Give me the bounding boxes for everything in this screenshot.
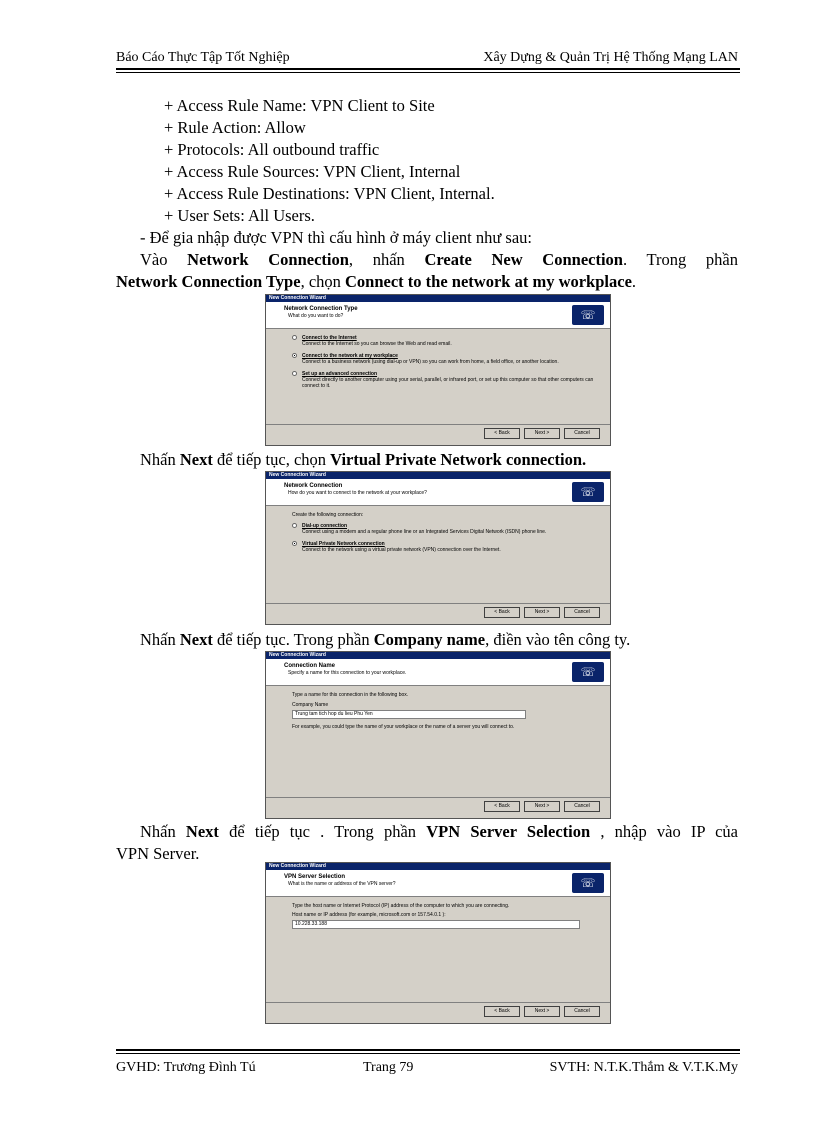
network-wizard-icon: ☏ bbox=[572, 873, 604, 893]
rule-item: + User Sets: All Users. bbox=[164, 206, 315, 225]
paragraph-step2: Nhấn Next để tiếp tục, chọn Virtual Private Network connection. bbox=[140, 450, 587, 469]
paragraph-intro: - Để gia nhập được VPN thì cấu hình ở máy client như sau: bbox=[140, 228, 532, 247]
cancel-button[interactable]: Cancel bbox=[564, 607, 600, 618]
wizard-titlebar: New Connection Wizard bbox=[266, 652, 610, 659]
network-wizard-icon: ☏ bbox=[572, 482, 604, 502]
header-right: Xây Dựng & Quản Trị Hệ Thống Mạng LAN bbox=[483, 50, 738, 65]
wizard-header bbox=[266, 870, 610, 897]
rule-item: + Access Rule Sources: VPN Client, Internal bbox=[164, 162, 461, 181]
radio-option[interactable]: Dial-up connection Connect using a modem and a regular phone line or an Integrated Services Digital Network (ISDN) phone line. bbox=[292, 523, 600, 535]
wizard-note: For example, you could type the name of your workplace or the name of a server you will connect to. bbox=[292, 724, 515, 730]
next-button[interactable]: Next > bbox=[524, 1006, 560, 1017]
header-rule-thin bbox=[116, 72, 740, 73]
rule-item: + Access Rule Name: VPN Client to Site bbox=[164, 96, 435, 115]
paragraph-step1-line2: Network Connection Type, chọn Connect to the network at my workplace. bbox=[116, 272, 637, 291]
company-name-label: Company Name bbox=[292, 702, 329, 708]
paragraph-step3: Nhấn Next để tiếp tục. Trong phần Company name, điền vào tên công ty. bbox=[140, 630, 631, 649]
footer-left: GVHD: Trương Đình Tú bbox=[116, 1060, 256, 1075]
back-button[interactable]: < Back bbox=[484, 1006, 520, 1017]
rule-item: + Access Rule Destinations: VPN Client, Internal. bbox=[164, 184, 495, 203]
wizard-intro: Type the host name or Internet Protocol (IP) address of the computer to which you are connecting. bbox=[292, 903, 510, 909]
wizard-subtitle: Specify a name for this connection to your workplace. bbox=[288, 670, 407, 676]
page-number: Trang 79 bbox=[363, 1060, 414, 1075]
header-rule bbox=[116, 68, 740, 70]
paragraph-step4-line1: Nhấn Next để tiếp tục . Trong phần VPN Server Selection , nhập vào IP của bbox=[140, 822, 738, 841]
paragraph-step1-line1: Vào Network Connection, nhấn Create New Connection. Trong phần bbox=[140, 250, 738, 269]
network-wizard-icon: ☏ bbox=[572, 662, 604, 682]
wizard-titlebar: New Connection Wizard bbox=[266, 472, 610, 479]
wizard-intro: Type a name for this connection in the following box. bbox=[292, 692, 409, 698]
header-left: Báo Cáo Thực Tập Tốt Nghiệp bbox=[116, 50, 290, 65]
radio-option[interactable]: Set up an advanced connection Connect directly to another computer using your serial, parallel, or infrared port, or set up this computer so that other computers can connect to it. bbox=[292, 371, 600, 389]
wizard-screenshot-connection-name bbox=[265, 651, 611, 819]
footer-right: SVTH: N.T.K.Thắm & V.T.K.My bbox=[549, 1060, 738, 1075]
wizard-heading: Network Connection Type bbox=[284, 306, 358, 312]
wizard-subtitle: How do you want to connect to the network at your workplace? bbox=[288, 490, 427, 496]
company-name-input[interactable]: Trung tam tich hop du lieu Phu Yen bbox=[292, 710, 526, 719]
back-button[interactable]: < Back bbox=[484, 428, 520, 439]
wizard-heading: Network Connection bbox=[284, 483, 343, 489]
paragraph-step4-line2: VPN Server. bbox=[116, 844, 200, 863]
wizard-titlebar: New Connection Wizard bbox=[266, 863, 610, 870]
network-wizard-icon: ☏ bbox=[572, 305, 604, 325]
back-button[interactable]: < Back bbox=[484, 607, 520, 618]
wizard-subtitle: What is the name or address of the VPN server? bbox=[288, 881, 396, 887]
next-button[interactable]: Next > bbox=[524, 428, 560, 439]
footer-rule-thin bbox=[116, 1053, 740, 1054]
wizard-subtitle: What do you want to do? bbox=[288, 313, 344, 319]
rule-item: + Rule Action: Allow bbox=[164, 118, 306, 137]
wizard-titlebar: New Connection Wizard bbox=[266, 295, 610, 302]
wizard-screenshot-connection-type bbox=[265, 294, 611, 446]
wizard-intro: Create the following connection: bbox=[292, 512, 364, 518]
wizard-screenshot-vpn-server bbox=[265, 862, 611, 1024]
radio-option[interactable]: Connect to the Internet Connect to the Internet so you can browse the Web and read email. bbox=[292, 335, 600, 347]
wizard-heading: Connection Name bbox=[284, 663, 336, 669]
back-button[interactable]: < Back bbox=[484, 801, 520, 812]
wizard-heading: VPN Server Selection bbox=[284, 874, 346, 880]
next-button[interactable]: Next > bbox=[524, 607, 560, 618]
cancel-button[interactable]: Cancel bbox=[564, 1006, 600, 1017]
wizard-screenshot-network-connection bbox=[265, 471, 611, 625]
page-header bbox=[116, 50, 738, 66]
wizard-header bbox=[266, 479, 610, 506]
cancel-button[interactable]: Cancel bbox=[564, 428, 600, 439]
rule-item: + Protocols: All outbound traffic bbox=[164, 140, 380, 159]
cancel-button[interactable]: Cancel bbox=[564, 801, 600, 812]
wizard-header bbox=[266, 302, 610, 329]
radio-option-selected[interactable]: Virtual Private Network connection Connect to the network using a virtual private network (VPN) connection over the Internet. bbox=[292, 541, 600, 553]
wizard-header bbox=[266, 659, 610, 686]
radio-option-selected[interactable]: Connect to the network at my workplace Connect to a business network (using dial-up or VPN) so you can work from home, a field office, or another location. bbox=[292, 353, 600, 365]
host-label: Host name or IP address (for example, microsoft.com or 157.54.0.1 ): bbox=[292, 912, 446, 918]
host-input[interactable]: 10.228.33.188 bbox=[292, 920, 580, 929]
next-button[interactable]: Next > bbox=[524, 801, 560, 812]
footer-rule bbox=[116, 1049, 740, 1051]
